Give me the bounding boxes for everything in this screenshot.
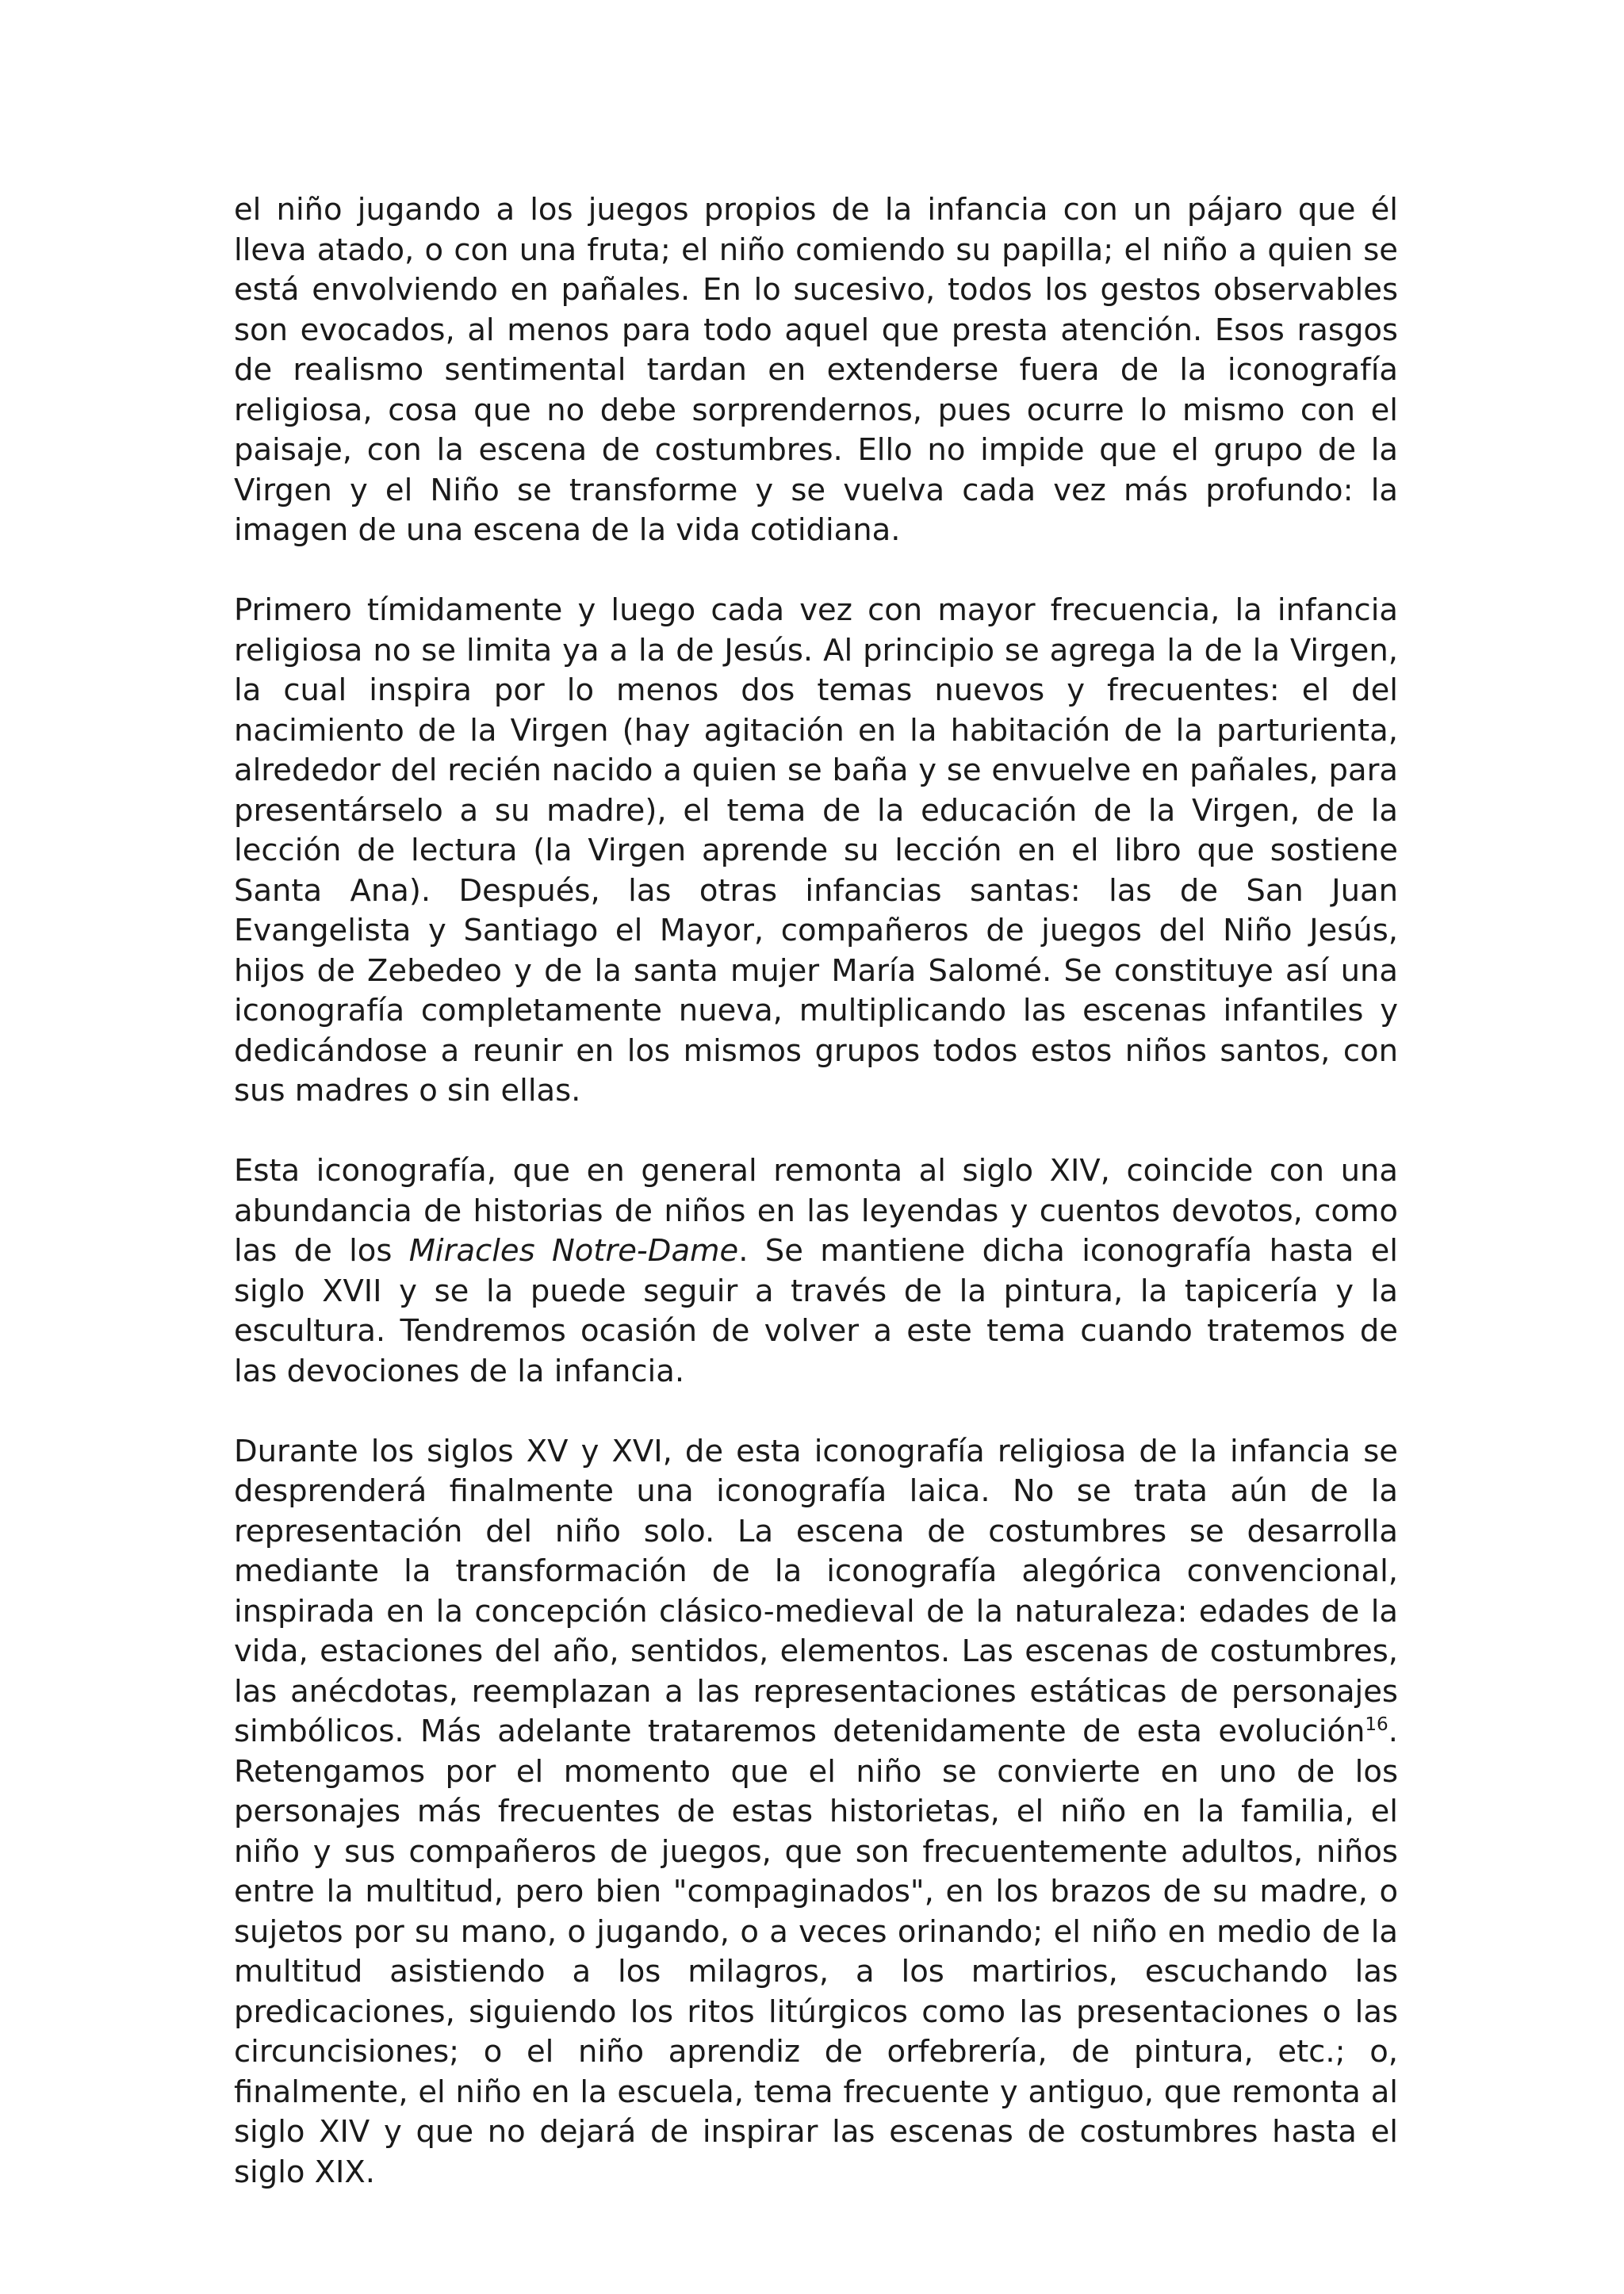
paragraph-1 (234, 190, 1398, 551)
document-page (234, 190, 1398, 2193)
paragraph-3-text-before: Esta iconografía, que en general remonta al siglo XIV, coincide con una abundancia de historias de niños en las leyendas y cuentos devotos, como las de los (234, 1153, 1398, 1269)
footnote-reference[interactable]: 16 (1365, 1714, 1388, 1736)
paragraph-4-text-after: . Retengamos por el momento que el niño se convierte en uno de los personajes más frecuentes de estas historietas, el niño en la familia, el niño y sus compañeros de juegos, que son frecuentemente adultos, niños entre la multitud, pero bien "compaginados", en los brazos de su madre, o sujetos por su mano, o jugando, o a veces orinando; el niño en medio de la multitud asistiendo a los milagros, a los martirios, escuchando las predicaciones, siguiendo los ritos litúrgicos como las presentaciones o las circuncisiones; o el niño aprendiz de orfebrería, de pintura, etc.; o, finalmente, el niño en la escuela, tema frecuente y antiguo, que remonta al siglo XIV y que no dejará de inspirar las escenas de costumbres hasta el siglo XIX. (234, 1714, 1398, 2190)
paragraph-3 (234, 1151, 1398, 1392)
paragraph-4-text-before: Durante los siglos XV y XVI, de esta iconografía religiosa de la infancia se desprenderá finalmente una iconografía laica. No se trata aún de la representación del niño solo. La escena de costumbres se desarrolla mediante la transformación de la iconografía alegórica convencional, inspirada en la concepción clásico-medieval de la naturaleza: edades de la vida, estaciones del año, sentidos, elementos. Las escenas de costumbres, las anécdotas, reemplazan a las representaciones estáticas de personajes simbólicos. Más adelante trataremos detenidamente de esta evolución (234, 1433, 1398, 1749)
paragraph-4 (234, 1432, 1398, 2193)
paragraph-1-text: el niño jugando a los juegos propios de la infancia con un pájaro que él lleva atado, o con una fruta; el niño comiendo su papilla; el niño a quien se está envolviendo en pañales. En lo sucesivo, todos los gestos observables son evocados, al menos para todo aquel que presta atención. Esos rasgos de realismo sentimental tardan en extenderse fuera de la iconografía religiosa, cosa que no debe sorprendernos, pues ocurre lo mismo con el paisaje, con la escena de costumbres. Ello no impide que el grupo de la Virgen y el Niño se transforme y se vuelva cada vez más profundo: la imagen de una escena de la vida cotidiana. (234, 192, 1398, 548)
paragraph-3-text-after: . Se mantiene dicha iconografía hasta el siglo XVII y se la puede seguir a través de la pintura, la tapicería y la escultura. Tendremos ocasión de volver a este tema cuando tratemos de las devociones de la infancia. (234, 1233, 1399, 1389)
book-title-miracles: Miracles Notre-Dame (408, 1233, 739, 1269)
paragraph-2-text: Primero tímidamente y luego cada vez con mayor frecuencia, la infancia religiosa no se limita ya a la de Jesús. Al principio se agrega la de la Virgen, la cual inspira por lo menos dos temas nuevos y frecuentes: el del nacimiento de la Virgen (hay agitación en la habitación de la parturienta, alrededor del recién nacido a quien se baña y se envuelve en pañales, para presentárselo a su madre), el tema de la educación de la Virgen, de la lección de lectura (la Virgen aprende su lección en el libro que sostiene Santa Ana). Después, las otras infancias santas: las de San Juan Evangelista y Santiago el Mayor, compañeros de juegos del Niño Jesús, hijos de Zebedeo y de la santa mujer María Salomé. Se constituye así una iconografía completamente nueva, multiplicando las escenas infantiles y dedicándose a reunir en los mismos grupos todos estos niños santos, con sus madres o sin ellas. (234, 592, 1398, 1109)
paragraph-2 (234, 591, 1398, 1112)
